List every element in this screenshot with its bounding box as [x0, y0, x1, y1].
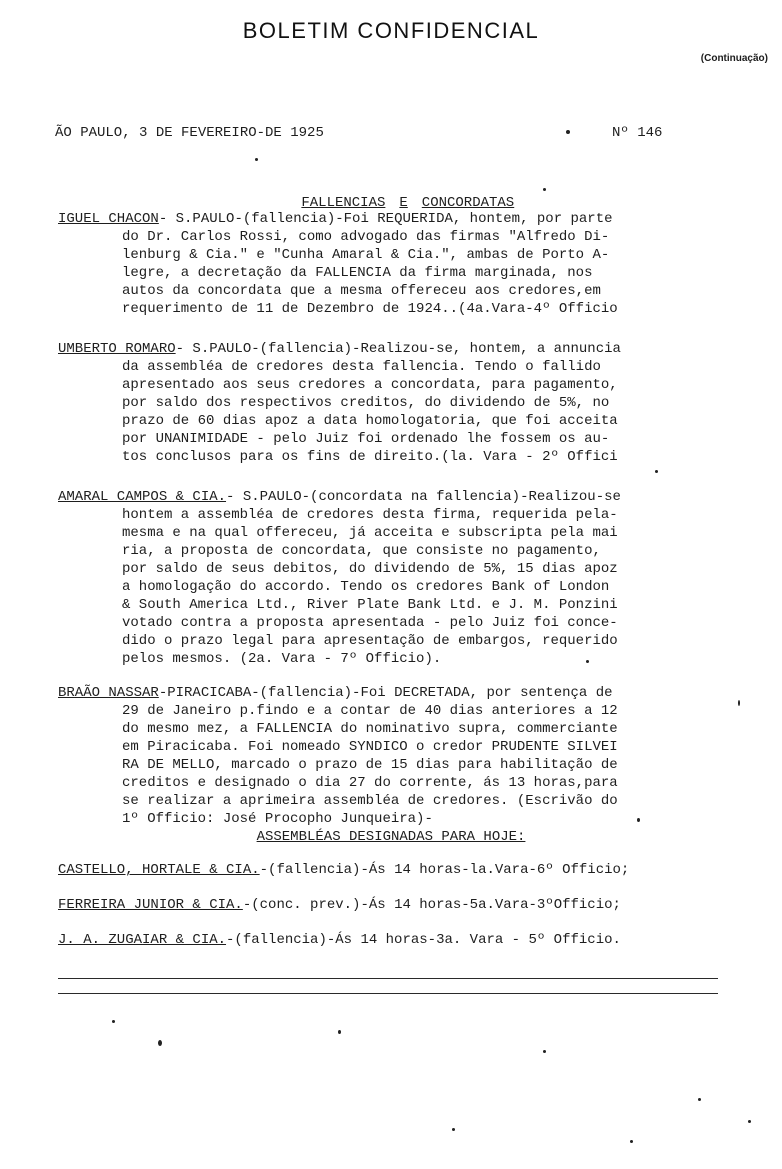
entry-line: & South America Ltd., River Plate Bank Ltd. e J. M. Ponzini	[122, 597, 618, 613]
assembly-name: J. A. ZUGAIAR & CIA.	[58, 932, 227, 948]
speck	[738, 700, 740, 706]
entry-line: autos da concordata que a mesma offereceu aos credores,em	[122, 283, 601, 299]
entry-line: - S.PAULO-(fallencia)-Foi REQUERIDA, hontem, por parte	[158, 211, 613, 227]
assembly-details: -(conc. prev.)-Ás 14 horas-5a.Vara-3ºOfficio;	[242, 897, 621, 913]
speck	[255, 158, 258, 161]
entry-line: RA DE MELLO, marcado o prazo de 15 dias para habilitação de	[122, 757, 618, 773]
assembly-details: -(fallencia)-Ás 14 horas-3a. Vara - 5º Officio.	[226, 932, 621, 948]
entry-line: por saldo de seus debitos, do dividendo de 5%, 15 dias apoz	[122, 561, 618, 577]
entry-line: hontem a assembléa de credores desta firma, requerida pela-	[122, 507, 618, 523]
entry-line: requerimento de 11 de Dezembro de 1924..(4a.Vara-4º Officio	[122, 301, 618, 317]
entry-name: BRAÃO NASSAR	[58, 685, 159, 701]
speck	[543, 1050, 546, 1053]
entry-line: se realizar a aprimeira assembléa de credores. (Escrivão do	[122, 793, 618, 809]
entry-line: 29 de Janeiro p.findo e a contar de 40 dias anteriores a 12	[122, 703, 618, 719]
entry-line: votado contra a proposta apresentada - pelo Juiz foi conce-	[122, 615, 618, 631]
entry-line: apresentado aos seus credores a concordata, para pagamento,	[122, 377, 618, 393]
assembly-details: -(fallencia)-Ás 14 horas-la.Vara-6º Officio;	[259, 862, 630, 878]
entry-line: - S.PAULO-(fallencia)-Realizou-se, hontem, a annuncia	[175, 341, 621, 357]
entry-first-line	[58, 488, 621, 506]
entry-first-line	[58, 340, 621, 358]
entry-line: do mesmo mez, a FALLENCIA do nominativo supra, commerciante	[122, 721, 618, 737]
section-heading-right: CONCORDATAS	[421, 195, 515, 211]
speck	[158, 1040, 162, 1046]
section-heading-amp: E	[399, 195, 408, 211]
entry-line: 1º Officio: José Procopho Junqueira)-	[122, 811, 433, 827]
assembly-item	[58, 862, 629, 878]
bulletin-number: Nº 146	[612, 125, 663, 141]
continuation-label: (Continuação)	[700, 53, 768, 64]
bulletin-title: BOLETIM CONFIDENCIAL	[242, 18, 540, 43]
entry-line: do Dr. Carlos Rossi, como advogado das firmas "Alfredo Di-	[122, 229, 610, 245]
entry-name: IGUEL CHACON	[58, 211, 159, 227]
speck	[566, 130, 570, 134]
entry-line: creditos e designado o dia 27 do corrente, ás 13 horas,para	[122, 775, 618, 791]
divider-rule	[58, 993, 718, 994]
speck	[338, 1030, 341, 1034]
assemblies-heading-text: ASSEMBLÉAS DESIGNADAS PARA HOJE:	[256, 829, 526, 845]
speck	[630, 1140, 633, 1143]
entry-line: a homologação do accordo. Tendo os credores Bank of London	[122, 579, 610, 595]
entry-first-line	[58, 684, 613, 702]
entry-line: legre, a decretação da FALLENCIA da firma marginada, nos	[122, 265, 593, 281]
entry-line: -PIRACICABA-(fallencia)-Foi DECRETADA, por sentença de	[158, 685, 613, 701]
entry-name: UMBERTO ROMARO	[58, 341, 176, 357]
speck	[452, 1128, 455, 1131]
dateline: ÃO PAULO, 3 DE FEVEREIRO-DE 1925	[55, 125, 324, 141]
entry-line: ria, a proposta de concordata, que consiste no pagamento,	[122, 543, 601, 559]
speck	[586, 660, 589, 663]
speck	[655, 470, 658, 473]
entry-name: AMARAL CAMPOS & CIA.	[58, 489, 227, 505]
speck	[543, 188, 546, 191]
speck	[637, 818, 640, 822]
entry-line: dido o prazo legal para apresentação de embargos, requerido	[122, 633, 618, 649]
assembly-name: FERREIRA JUNIOR & CIA.	[58, 897, 243, 913]
entry-line: da assembléa de credores desta fallencia. Tendo o fallido	[122, 359, 601, 375]
speck	[698, 1098, 701, 1101]
entry-line: - S.PAULO-(concordata na fallencia)-Realizou-se	[226, 489, 621, 505]
entry-line: tos conclusos para os fins de direito.(la. Vara - 2º Offici	[122, 449, 618, 465]
assembly-item	[58, 932, 621, 948]
assembly-item	[58, 897, 621, 913]
assembly-name: CASTELLO, HORTALE & CIA.	[58, 862, 260, 878]
entry-line: mesma e na qual offereceu, já acceita e subscripta pela mai	[122, 525, 618, 541]
entry-line: lenburg & Cia." e "Cunha Amaral & Cia.", ambas de Porto A-	[122, 247, 610, 263]
divider-rule	[58, 978, 718, 979]
entry-first-line	[58, 210, 613, 228]
entry-line: prazo de 60 dias apoz a data homologatoria, que foi acceita	[122, 413, 618, 429]
entry-line: por UNANIMIDADE - pelo Juiz foi ordenado lhe fossem os au-	[122, 431, 610, 447]
entry-line: pelos mesmos. (2a. Vara - 7º Officio).	[122, 651, 442, 667]
entry-line: em Piracicaba. Foi nomeado SYNDICO o credor PRUDENTE SILVEI	[122, 739, 618, 755]
entry-line: por saldo dos respectivos creditos, do dividendo de 5%, no	[122, 395, 610, 411]
speck	[112, 1020, 115, 1023]
assemblies-heading	[0, 828, 782, 846]
section-heading-left: FALLENCIAS	[301, 195, 386, 211]
speck	[748, 1120, 751, 1123]
